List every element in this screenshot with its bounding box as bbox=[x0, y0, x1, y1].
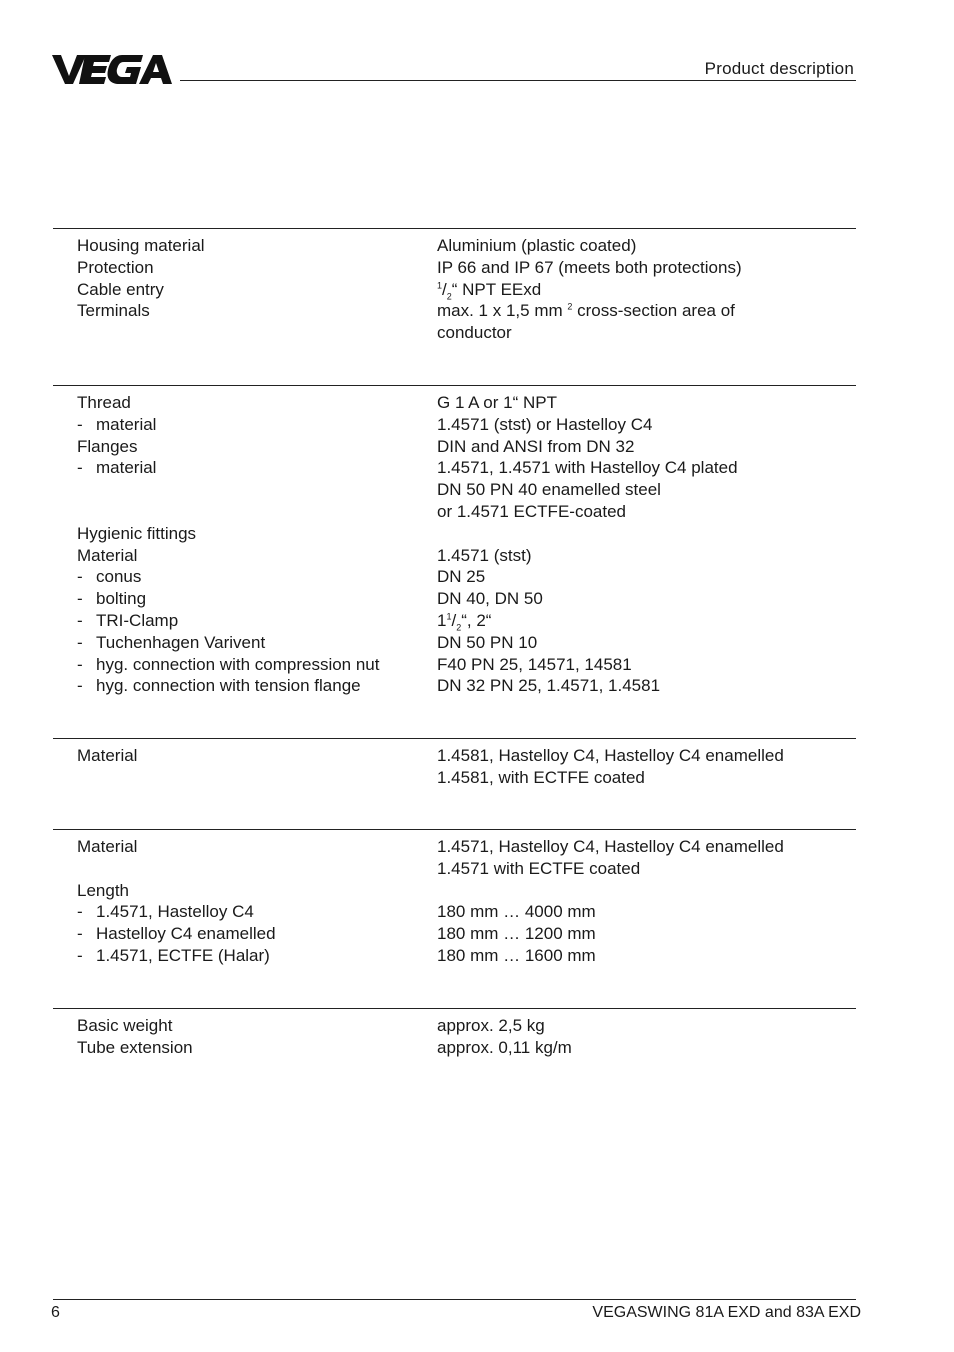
spec-row bbox=[77, 745, 856, 767]
spec-value bbox=[437, 300, 856, 322]
section-rows bbox=[77, 235, 856, 344]
spec-label bbox=[77, 322, 437, 344]
spec-value: 180 mm … 1600 mm bbox=[437, 945, 596, 965]
spec-label: Thread bbox=[77, 393, 131, 412]
spec-label: Basic weight bbox=[77, 1016, 173, 1035]
section-weight bbox=[53, 1008, 856, 1057]
spec-row bbox=[77, 654, 856, 676]
spec-value-part: “ NPT EExd bbox=[451, 279, 542, 299]
section-rows bbox=[77, 1015, 856, 1059]
spec-value: conductor bbox=[437, 323, 512, 343]
spec-label: - hyg. connection with compression nut bbox=[77, 654, 437, 676]
spec-row bbox=[77, 880, 856, 902]
vega-logo bbox=[52, 52, 172, 86]
spec-row bbox=[77, 858, 856, 880]
spec-row bbox=[77, 235, 856, 257]
spec-value: DN 50 PN 10 bbox=[437, 632, 538, 652]
spec-row bbox=[77, 923, 856, 945]
spec-value: DN 25 bbox=[437, 567, 486, 587]
spec-value-part: 2 bbox=[446, 290, 452, 301]
spec-value bbox=[437, 880, 856, 902]
page-number: 6 bbox=[51, 1304, 60, 1321]
spec-row bbox=[77, 610, 856, 632]
spec-label: Hygienic fittings bbox=[77, 523, 197, 543]
spec-row bbox=[77, 945, 856, 967]
spec-value bbox=[437, 279, 856, 301]
section-extension-tube bbox=[53, 829, 856, 965]
spec-value: 1.4581, with ECTFE coated bbox=[437, 767, 645, 787]
spec-value: DN 40, DN 50 bbox=[437, 589, 543, 609]
document-title: VEGASWING 81A EXD and 83A EXD bbox=[592, 1304, 861, 1321]
spec-row bbox=[77, 501, 856, 523]
spec-label: Housing material bbox=[77, 236, 205, 255]
spec-label bbox=[77, 767, 437, 789]
spec-value-part: cross-section area of bbox=[572, 301, 735, 321]
spec-value-part: 1 bbox=[437, 279, 443, 290]
spec-value-part: 2 bbox=[567, 301, 573, 312]
spec-value: 1.4571 with ECTFE coated bbox=[437, 858, 641, 878]
spec-label bbox=[77, 858, 437, 880]
spec-label: Material bbox=[77, 545, 138, 565]
spec-row bbox=[77, 901, 856, 923]
spec-label: - 1.4571, ECTFE (Halar) bbox=[77, 945, 437, 967]
spec-value: Aluminium (plastic coated) bbox=[437, 236, 637, 255]
spec-value-part: “, 2“ bbox=[461, 610, 492, 630]
spec-value: approx. 0,11 kg/m bbox=[437, 1037, 572, 1057]
spec-label: Length bbox=[77, 880, 129, 900]
section-housing bbox=[53, 228, 856, 343]
section-process-fitting bbox=[53, 385, 856, 696]
spec-value-part: max. 1 x 1,5 mm bbox=[437, 301, 568, 321]
spec-value bbox=[437, 610, 856, 632]
spec-label bbox=[77, 479, 437, 501]
spec-row bbox=[77, 588, 856, 610]
spec-row bbox=[77, 257, 856, 279]
spec-value-part: 1 bbox=[446, 611, 452, 622]
spec-value-part: 2 bbox=[456, 622, 462, 633]
spec-label: - material bbox=[77, 414, 437, 436]
spec-row bbox=[77, 300, 856, 322]
spec-value: 1.4571, 1.4571 with Hastelloy C4 plated bbox=[437, 458, 738, 478]
spec-label: Protection bbox=[77, 257, 154, 277]
spec-value: DN 50 PN 40 enamelled steel bbox=[437, 480, 661, 500]
spec-value: G 1 A or 1“ NPT bbox=[437, 393, 557, 412]
spec-row bbox=[77, 279, 856, 301]
spec-label: - material bbox=[77, 457, 437, 479]
spec-value-part: / bbox=[442, 279, 447, 299]
spec-row bbox=[77, 457, 856, 479]
spec-value: 1.4571 (stst) or Hastelloy C4 bbox=[437, 414, 653, 434]
spec-label: - 1.4571, Hastelloy C4 bbox=[77, 901, 437, 923]
spec-row bbox=[77, 632, 856, 654]
spec-value: IP 66 and IP 67 (meets both protections) bbox=[437, 257, 742, 277]
section-title: Product description bbox=[704, 59, 854, 78]
spec-row bbox=[77, 436, 856, 458]
section-rows bbox=[77, 392, 856, 697]
spec-label: Tube extension bbox=[77, 1037, 193, 1057]
spec-row bbox=[77, 479, 856, 501]
spec-value: 1.4581, Hastelloy C4, Hastelloy C4 enamelled bbox=[437, 746, 784, 765]
spec-label: Flanges bbox=[77, 436, 138, 456]
spec-row bbox=[77, 322, 856, 344]
spec-row bbox=[77, 1037, 856, 1059]
spec-row bbox=[77, 392, 856, 414]
spec-label: - conus bbox=[77, 566, 437, 588]
spec-value: 1.4571, Hastelloy C4, Hastelloy C4 enamelled bbox=[437, 837, 784, 856]
spec-value: 180 mm … 1200 mm bbox=[437, 924, 596, 944]
section-vibrating-element bbox=[53, 738, 856, 787]
spec-row bbox=[77, 767, 856, 789]
spec-value: 180 mm … 4000 mm bbox=[437, 902, 596, 922]
spec-row bbox=[77, 414, 856, 436]
spec-label: Material bbox=[77, 746, 138, 765]
spec-row bbox=[77, 836, 856, 858]
spec-value: or 1.4571 ECTFE-coated bbox=[437, 501, 626, 521]
spec-row bbox=[77, 675, 856, 697]
spec-value: approx. 2,5 kg bbox=[437, 1016, 545, 1035]
spec-value-part: 1 bbox=[437, 610, 447, 630]
section-rows bbox=[77, 836, 856, 967]
spec-row bbox=[77, 545, 856, 567]
section-rows bbox=[77, 745, 856, 789]
spec-label: - Tuchenhagen Varivent bbox=[77, 632, 437, 654]
spec-row bbox=[77, 523, 856, 545]
spec-label: Cable entry bbox=[77, 279, 164, 299]
spec-value: 1.4571 (stst) bbox=[437, 545, 532, 565]
spec-label: Terminals bbox=[77, 301, 150, 321]
footer-rule bbox=[53, 1299, 856, 1300]
spec-row bbox=[77, 1015, 856, 1037]
spec-row bbox=[77, 566, 856, 588]
spec-label: - Hastelloy C4 enamelled bbox=[77, 923, 437, 945]
spec-value bbox=[437, 523, 856, 545]
spec-value: DIN and ANSI from DN 32 bbox=[437, 436, 635, 456]
spec-value: DN 32 PN 25, 1.4571, 1.4581 bbox=[437, 676, 661, 696]
spec-label: Material bbox=[77, 837, 138, 856]
spec-value: F40 PN 25, 14571, 14581 bbox=[437, 654, 632, 674]
spec-value-part: / bbox=[451, 610, 457, 630]
header-rule bbox=[180, 80, 856, 81]
spec-label: - hyg. connection with tension flange bbox=[77, 675, 437, 697]
spec-label: - bolting bbox=[77, 588, 437, 610]
spec-label: - TRI-Clamp bbox=[77, 610, 437, 632]
spec-label bbox=[77, 501, 437, 523]
